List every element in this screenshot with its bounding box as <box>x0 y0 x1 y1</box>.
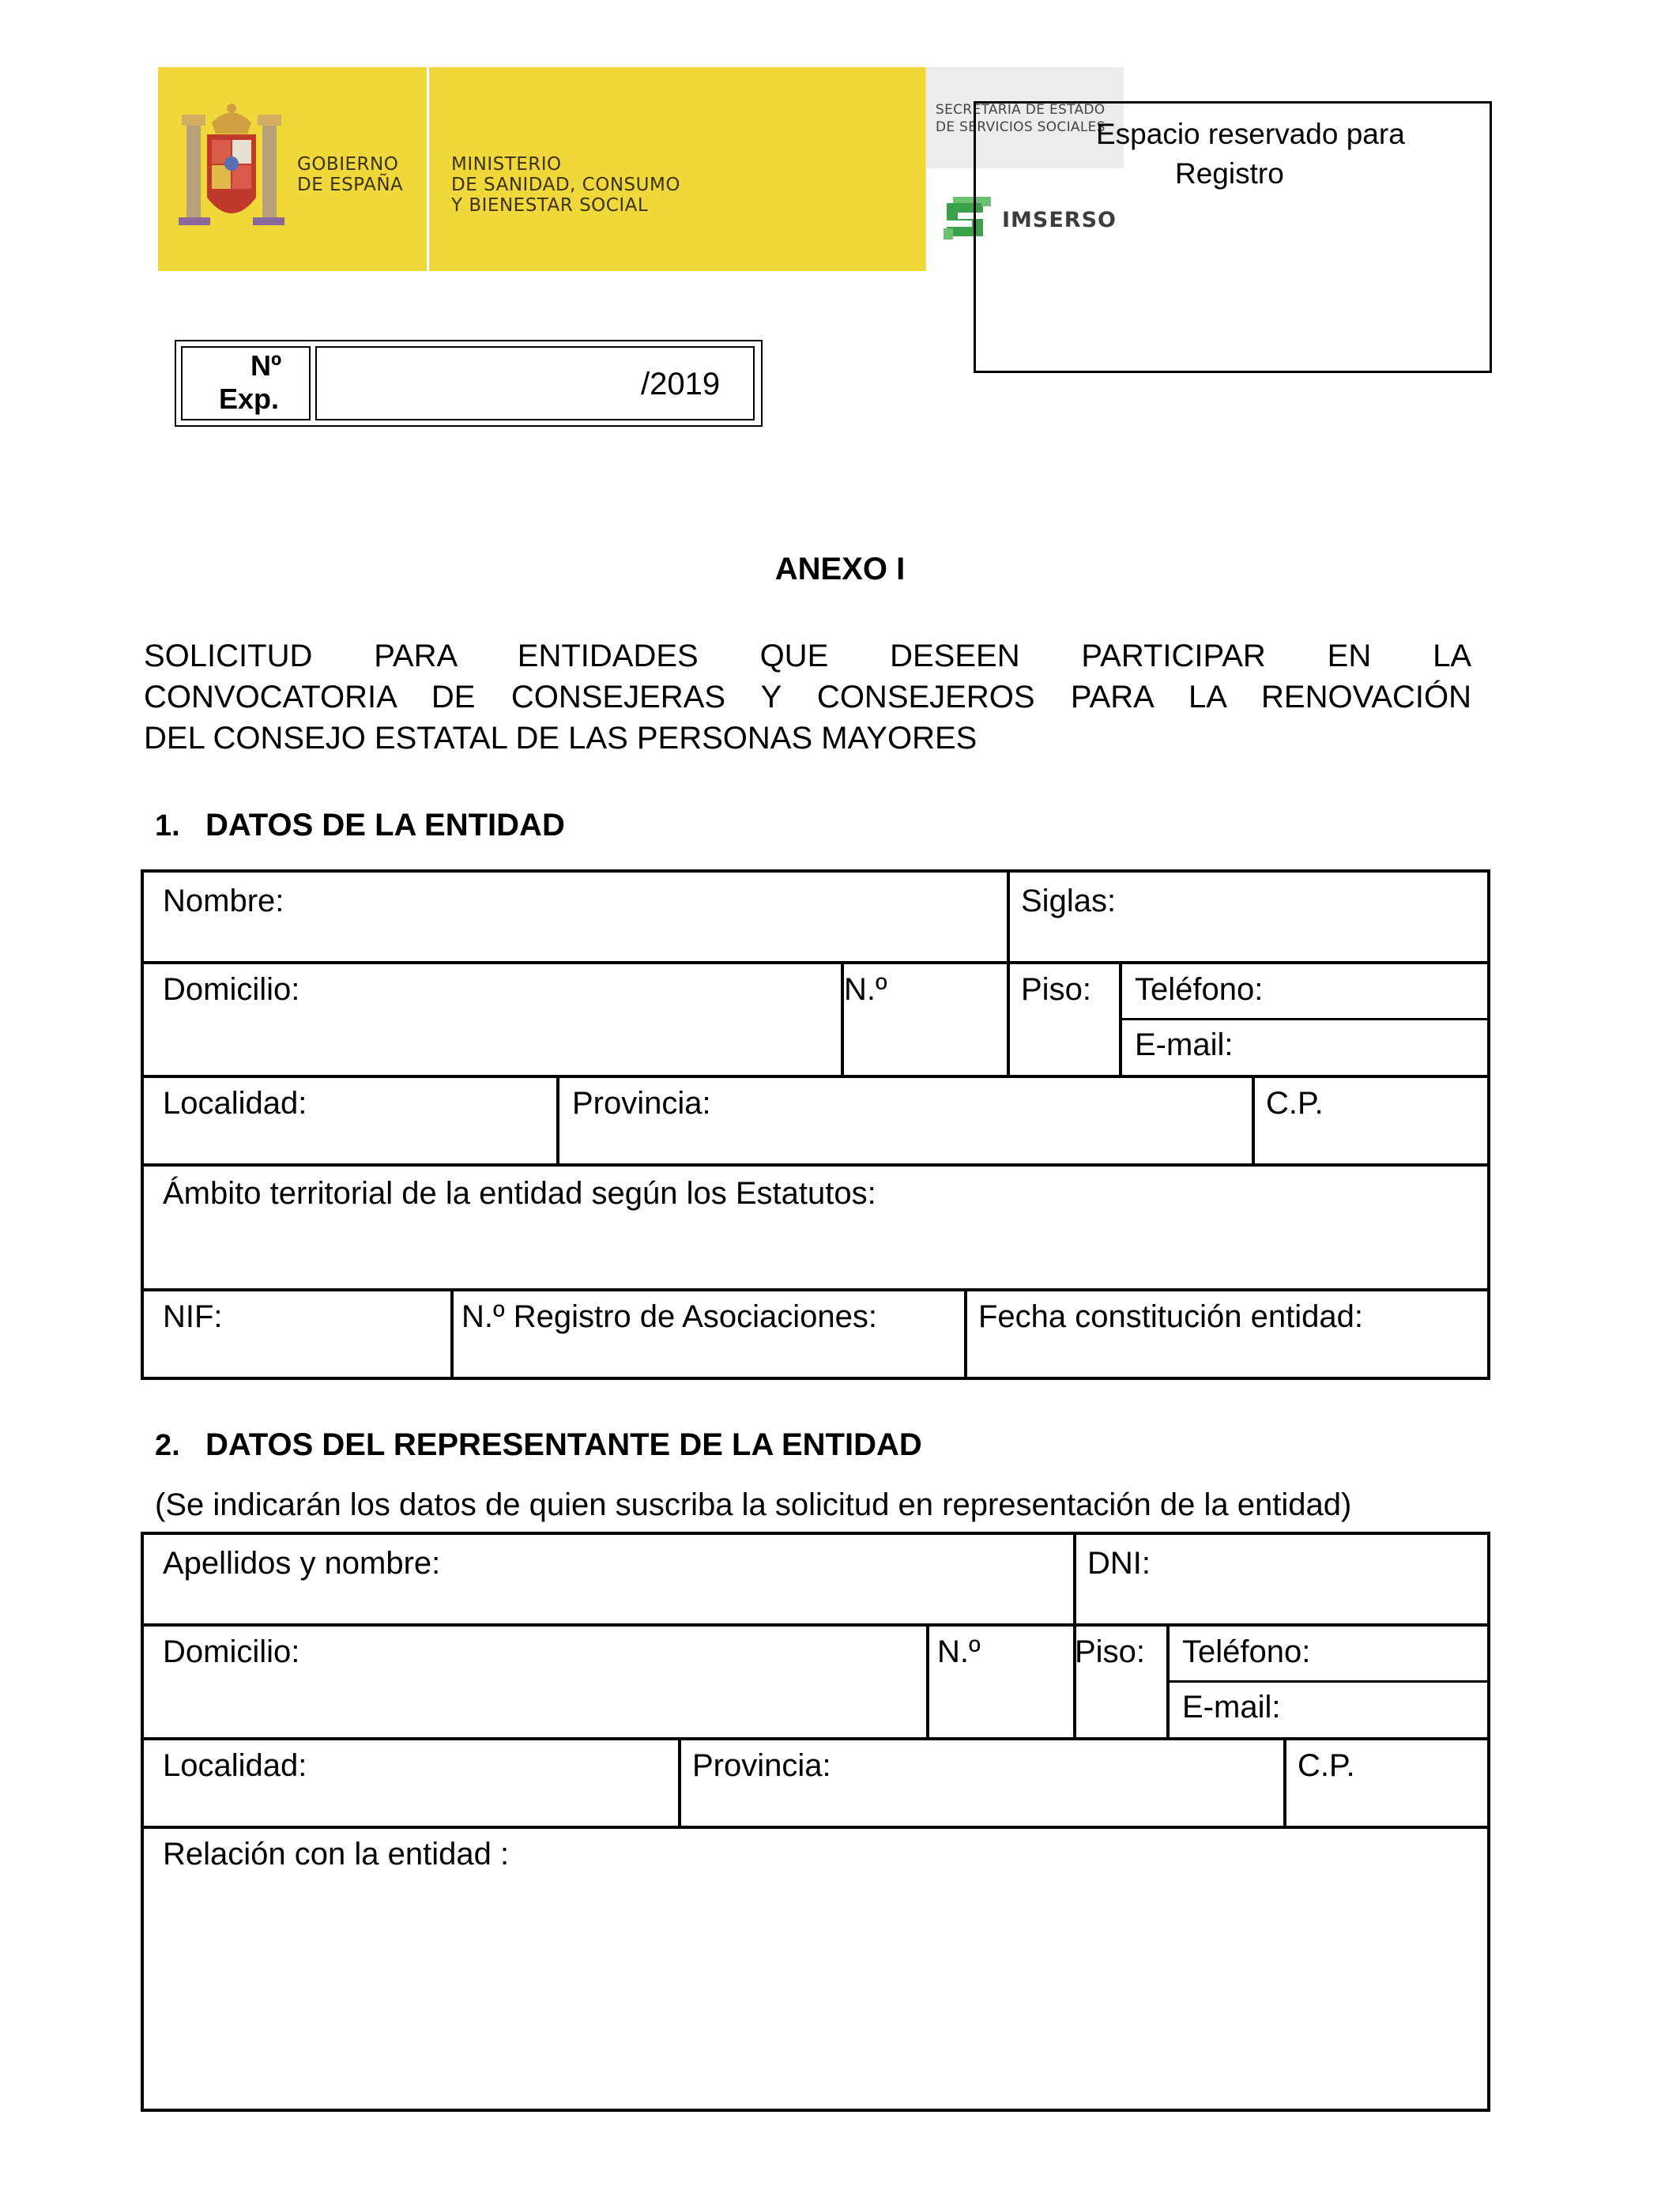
field-cp[interactable]: C.P. <box>1266 1086 1324 1121</box>
representante-form <box>141 1532 1490 2112</box>
field-rep-localidad[interactable]: Localidad: <box>163 1748 307 1783</box>
field-relacion-entidad[interactable]: Relación con la entidad : <box>163 1837 510 1872</box>
gobierno-line1: GOBIERNO <box>297 154 399 175</box>
field-rep-email[interactable]: E-mail: <box>1182 1690 1281 1725</box>
secretaria-line1: SECRETARÍA DE ESTADO <box>936 102 1106 118</box>
field-localidad[interactable]: Localidad: <box>163 1086 307 1121</box>
section1-title: DATOS DE LA ENTIDAD <box>205 808 565 843</box>
section2-number: 2. <box>155 1429 180 1462</box>
header-logos <box>158 67 1117 271</box>
intro-line-2: CONVOCATORIA DE CONSEJERAS Y CONSEJEROS PARA LA RENOVACIÓN <box>144 680 1471 714</box>
expediente-label-line2: Exp. <box>219 383 280 415</box>
field-ambito[interactable]: Ámbito territorial de la entidad según los Estatutos: <box>163 1176 876 1211</box>
ministerio-line2: DE SANIDAD, CONSUMO <box>451 175 680 195</box>
ministerio-line3: Y BIENESTAR SOCIAL <box>451 195 649 216</box>
expediente-year: /2019 <box>641 367 721 401</box>
imserso-wordmark: IMSERSO <box>1002 208 1117 232</box>
secretaria-line2: DE SERVICIOS SOCIALES <box>936 119 1106 135</box>
section2-title: DATOS DEL REPRESENTANTE DE LA ENTIDAD <box>205 1427 922 1462</box>
gobierno-logo-panel <box>158 67 427 271</box>
section1-heading <box>155 808 565 843</box>
field-apellidos-nombre[interactable]: Apellidos y nombre: <box>163 1546 441 1581</box>
gobierno-line2: DE ESPAÑA <box>297 175 404 195</box>
coat-of-arms-icon <box>172 99 291 253</box>
section2-note: (Se indicarán los datos de quien suscriba la solicitud en representación de la entidad) <box>155 1487 1352 1522</box>
field-registro-asociaciones[interactable]: N.º Registro de Asociaciones: <box>461 1299 877 1334</box>
intro-line-1: SOLICITUD PARA ENTIDADES QUE DESEEN PARTICIPAR EN LA <box>144 639 1471 673</box>
field-dni[interactable]: DNI: <box>1087 1546 1151 1581</box>
registro-box <box>974 101 1492 373</box>
field-rep-domicilio[interactable]: Domicilio: <box>163 1634 300 1669</box>
field-rep-telefono[interactable]: Teléfono: <box>1182 1634 1311 1669</box>
expediente-number-field[interactable] <box>315 346 755 420</box>
entidad-form <box>141 869 1490 1380</box>
ministerio-logo-panel <box>429 67 925 271</box>
expediente-label-line1: Nº <box>250 349 282 382</box>
field-rep-numero[interactable]: N.º <box>937 1634 981 1669</box>
field-siglas[interactable]: Siglas: <box>1021 884 1117 918</box>
field-domicilio[interactable]: Domicilio: <box>163 972 300 1007</box>
expediente-box <box>175 340 763 427</box>
intro-line-3: DEL CONSEJO ESTATAL DE LAS PERSONAS MAYORES <box>144 721 977 756</box>
field-provincia[interactable]: Provincia: <box>572 1086 711 1121</box>
field-rep-piso[interactable]: Piso: <box>1075 1634 1145 1669</box>
field-telefono[interactable]: Teléfono: <box>1135 972 1264 1007</box>
ministerio-line1: MINISTERIO <box>451 154 562 175</box>
field-nif[interactable]: NIF: <box>163 1299 223 1334</box>
field-rep-provincia[interactable]: Provincia: <box>692 1748 831 1783</box>
section1-number: 1. <box>155 809 180 843</box>
expediente-label-cell <box>181 346 311 420</box>
page-title: ANEXO I <box>774 552 906 586</box>
field-fecha-constitucion[interactable]: Fecha constitución entidad: <box>978 1299 1363 1334</box>
registro-label-line2: Registro <box>1175 157 1284 190</box>
registro-label-line1: Espacio reservado para <box>1096 118 1405 150</box>
field-piso[interactable]: Piso: <box>1021 972 1091 1007</box>
field-numero[interactable]: N.º <box>844 972 887 1007</box>
section2-heading <box>155 1427 922 1463</box>
field-rep-cp[interactable]: C.P. <box>1298 1748 1355 1783</box>
field-email[interactable]: E-mail: <box>1135 1027 1234 1062</box>
field-nombre[interactable]: Nombre: <box>163 884 284 918</box>
